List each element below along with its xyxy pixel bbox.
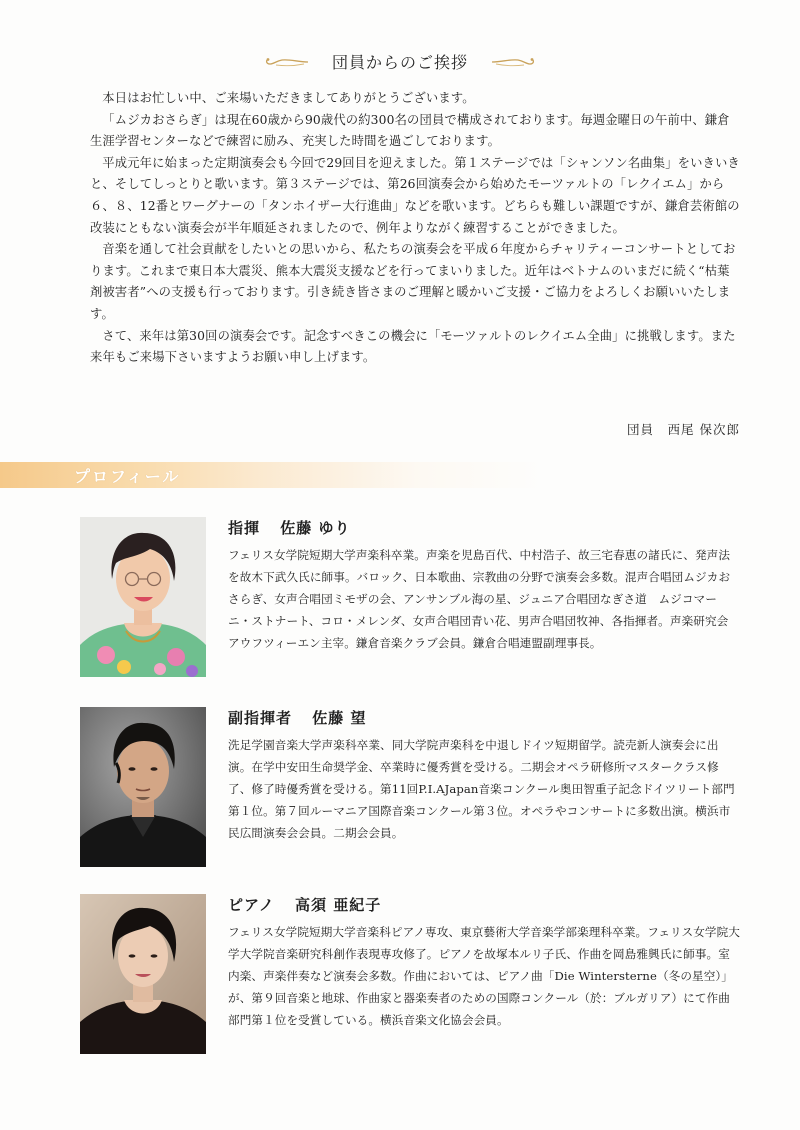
profile-section-band <box>0 462 800 488</box>
greeting-paragraph: 「ムジカおさらぎ」は現在60歳から90歳代の約300名の団員で構成されております。毎週金曜日の午前中、鎌倉生涯学習センターなどで練習に励み、充実した時間を過ごしております。 <box>90 112 730 149</box>
greeting-header <box>0 48 800 74</box>
profile-name: 高須 亜紀子 <box>295 896 382 914</box>
profile-name: 佐藤 ゆり <box>280 519 351 537</box>
left-flourish-icon <box>264 53 310 69</box>
right-flourish-icon <box>490 53 536 69</box>
profile-bio: 洗足学園音楽大学声楽科卒業、同大学院声楽科を中退しドイツ短期留学。読売新人演奏会に出演。在学中安田生命奨学金、卒業時に優秀賞を受ける。二期会オペラ研修所マスタークラス修了、修了時優秀賞を受ける。第11回P.I.AJapan音楽コンクール奥田智重子記念ドイツリート部門第１位。第７回ルーマニア国際音楽コンクール第３位。オペラやコンサートに多数出演。横浜市民広間演奏会会員。二期会会員。 <box>228 738 735 840</box>
greeting-paragraph: 平成元年に始まった定期演奏会も今回で29回目を迎えました。第１ステージでは「シャンソン名曲集」をいきいきと、そしてしっとりと歌います。第３ステージでは、第26回演奏会から始めたモーツァルトの「レクイエム」から６、８、12番とワーグナーの「タンホイザー大行進曲」などを歌います。どちらも難しい課題ですが、鎌倉芸術館の改装にともない演奏会が半年順延されましたので、例年よりながく練習することができました。 <box>90 155 740 235</box>
profile-role: ピアノ <box>228 896 275 914</box>
assistant-conductor-photo <box>80 707 206 867</box>
greeting-body <box>90 88 740 369</box>
profile-heading <box>228 707 366 728</box>
conductor-photo <box>80 517 206 677</box>
profile-name: 佐藤 望 <box>312 709 367 727</box>
profile-role: 指揮 <box>228 519 261 537</box>
profile-heading <box>228 894 381 915</box>
pianist-photo <box>80 894 206 1054</box>
profile-bio: フェリス女学院短期大学音楽科ピアノ専攻、東京藝術大学音楽学部楽理科卒業。フェリス女学院大学大学院音楽研究科創作表現専攻修了。ピアノを故塚本ルリ子氏、作曲を岡島雅興氏に師事。室内楽、声楽伴奏など演奏会多数。作曲においては、ピアノ曲「Die Wintersterne（冬の星空）」が、第９回音楽と地球、作曲家と器楽奏者のための国際コンクール（於：ブルガリア）にて作曲部門第１位を受賞している。横浜音楽文化協会会員。 <box>228 925 740 1027</box>
profile-role: 副指揮者 <box>228 709 293 727</box>
profile-heading <box>228 517 350 538</box>
profile-bio: フェリス女学院短期大学声楽科卒業。声楽を児島百代、中村浩子、故三宅春恵の諸氏に、発声法を故木下武久氏に師事。バロック、日本歌曲、宗教曲の分野で演奏会多数。混声合唱団ムジカおさらぎ、女声合唱団ミモザの会、アンサンブル海の星、ジュニア合唱団なぎさ道 ムジコマーニ・ストナート、コロ・メレンダ、女声合唱団青い花、男声合唱団牧神、各指揮者。声楽研究会アウフツィーエン主宰。鎌倉音楽クラブ会員。鎌倉合唱連盟副理事長。 <box>228 548 731 650</box>
greeting-paragraph: 音楽を通して社会貢献をしたいとの思いから、私たちの演奏会を平成６年度からチャリティーコンサートとしております。これまで東日本大震災、熊本大震災支援などを行ってまいりました。近年はベトナムのいまだに続く“枯葉剤被害者”への支援も行っております。引き続き皆さまのご理解と暖かいご支援・ご協力をよろしくお願いいたします。 <box>90 242 736 321</box>
greeting-signature: 団員 西尾 保次郎 <box>627 422 740 437</box>
greeting-paragraph: 本日はお忙しい中、ご来場いただきましてありがとうございます。 <box>102 91 475 105</box>
greeting-title: 団員からのご挨拶 <box>331 52 468 72</box>
profile-section-label: プロフィール <box>74 467 181 486</box>
greeting-paragraph: さて、来年は第30回の演奏会です。記念すべきこの機会に「モーツァルトのレクイエム全曲」に挑戦します。また来年もご来場下さいますようお願い申し上げます。 <box>90 328 736 365</box>
